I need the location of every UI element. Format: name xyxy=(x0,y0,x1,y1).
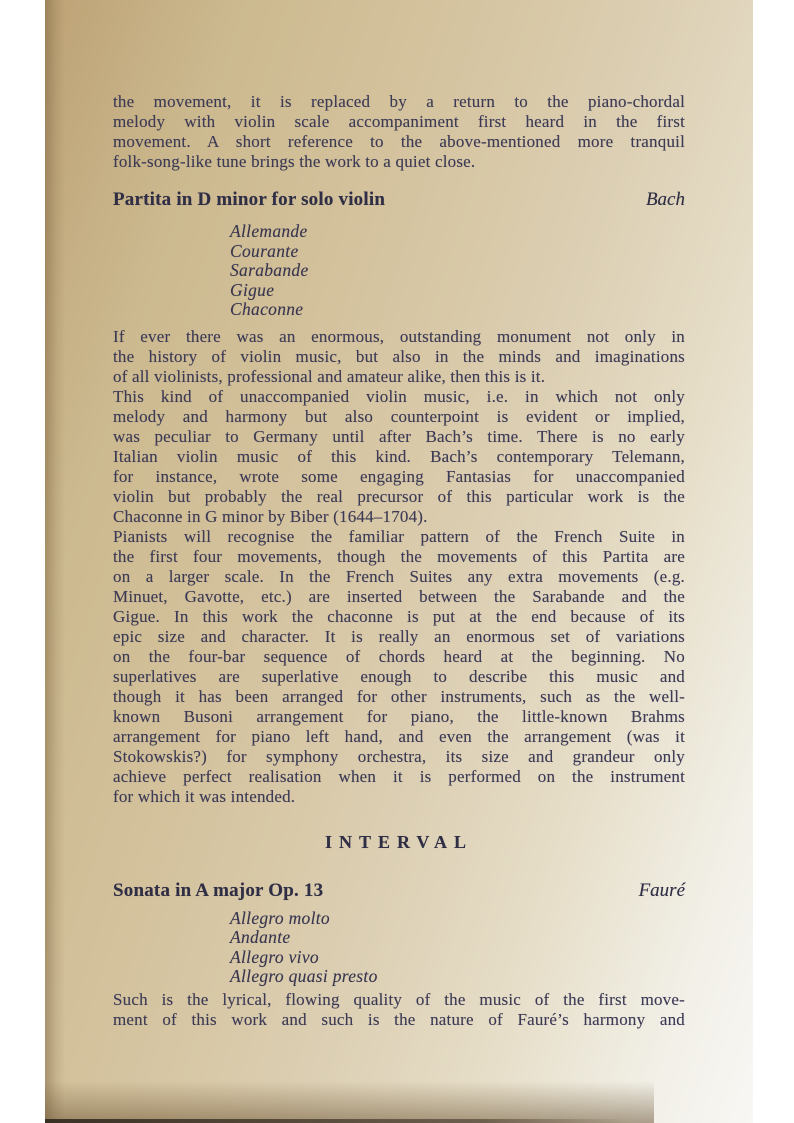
movement-name: Chaconne xyxy=(230,299,304,319)
work2-title: Sonata in A major Op. 13 xyxy=(113,879,324,901)
work2-heading-row xyxy=(113,880,685,904)
text-line: melody and harmony but also counterpoint is evident or implied, xyxy=(113,406,685,426)
text-line: the first four movements, though the movements of this Partita are xyxy=(113,546,685,566)
movement-name: Gigue xyxy=(230,279,275,300)
text-line: was peculiar to Germany until after Bach’s time. There is no early xyxy=(113,426,685,446)
interval-heading: INTERVAL xyxy=(324,831,474,852)
text-line: for instance, wrote some engaging Fantasias for unaccompanied xyxy=(113,466,685,486)
programme-page-photo xyxy=(45,0,753,1123)
opening-paragraph xyxy=(113,92,685,172)
text-line: the history of violin music, but also in the minds and imaginations xyxy=(113,346,685,366)
text-line: known Busoni arrangement for piano, the little-known Brahms xyxy=(113,706,685,726)
text-line: Such is the lyrical, flowing quality of the music of the first move- xyxy=(113,989,685,1009)
text-line: violin but probably the real precursor of this particular work is the xyxy=(113,486,685,506)
movement-name: Allemande xyxy=(230,221,308,241)
work1-movement-list xyxy=(230,222,685,320)
paper-left-edge-shadow xyxy=(45,0,65,1123)
paper-bottom-shadow xyxy=(45,1081,654,1123)
text-line: This kind of unaccompanied violin music, i.e. in which not only xyxy=(113,386,685,406)
text-line: melody with violin scale accompaniment first heard in the first xyxy=(113,112,685,131)
work2-movement-list xyxy=(230,909,685,987)
text-line: of all violinists, professional and amateur alike, then this is it. xyxy=(113,366,546,386)
text-line: ment of this work and such is the nature of Fauré’s harmony and xyxy=(113,1009,685,1029)
text-line: the movement, it is replaced by a return to the piano-chordal xyxy=(113,92,685,111)
text-line: epic size and character. It is really an enormous set of variations xyxy=(113,626,685,646)
text-line: arrangement for piano left hand, and even the arrangement (was it xyxy=(113,726,685,746)
programme-text-column xyxy=(113,0,685,1030)
work1-note-paragraph-3 xyxy=(113,527,685,807)
work1-note-paragraph-1 xyxy=(113,327,685,387)
movement-name: Allegro molto xyxy=(230,907,330,928)
text-line: achieve perfect realisation when it is performed on the instrument xyxy=(113,766,685,786)
work1-composer: Bach xyxy=(645,189,685,210)
text-line: on the four-bar sequence of chords heard at the beginning. No xyxy=(113,646,685,666)
movement-name: Sarabande xyxy=(230,260,309,280)
work1-title: Partita in D minor for solo violin xyxy=(113,189,386,210)
work1-note-paragraph-2 xyxy=(113,387,685,527)
movement-name: Allegro vivo xyxy=(230,946,319,967)
work2-note-paragraph-1 xyxy=(113,990,685,1030)
text-line: Italian violin music of this kind. Bach’s contemporary Telemann, xyxy=(113,446,685,466)
text-line: Gigue. In this work the chaconne is put at the end because of its xyxy=(113,606,685,626)
text-line: Minuet, Gavotte, etc.) are inserted between the Sarabande and the xyxy=(113,586,685,606)
text-line: superlatives are superlative enough to describe this music and xyxy=(113,666,685,686)
movement-name: Courante xyxy=(230,240,299,261)
movement-name: Allegro quasi presto xyxy=(230,966,378,986)
paper-bottom-edge xyxy=(45,1119,626,1123)
text-line: for which it was intended. xyxy=(113,786,296,806)
work2-composer: Fauré xyxy=(638,879,685,901)
text-line: though it has been arranged for other instruments, such as the well- xyxy=(113,686,685,706)
text-line: movement. A short reference to the above-mentioned more tranquil xyxy=(113,132,685,151)
text-line: on a larger scale. In the French Suites any extra movements (e.g. xyxy=(113,566,685,586)
text-line: folk-song-like tune brings the work to a quiet close. xyxy=(113,152,476,171)
work1-heading-row xyxy=(113,189,685,213)
movement-name: Andante xyxy=(230,927,291,947)
text-line: Chaconne in G minor by Biber (1644–1704). xyxy=(113,506,428,526)
text-line: Pianists will recognise the familiar pattern of the French Suite in xyxy=(113,526,685,546)
text-line: If ever there was an enormous, outstanding monument not only in xyxy=(113,326,685,346)
text-line: Stokowskis?) for symphony orchestra, its size and grandeur only xyxy=(113,746,685,766)
